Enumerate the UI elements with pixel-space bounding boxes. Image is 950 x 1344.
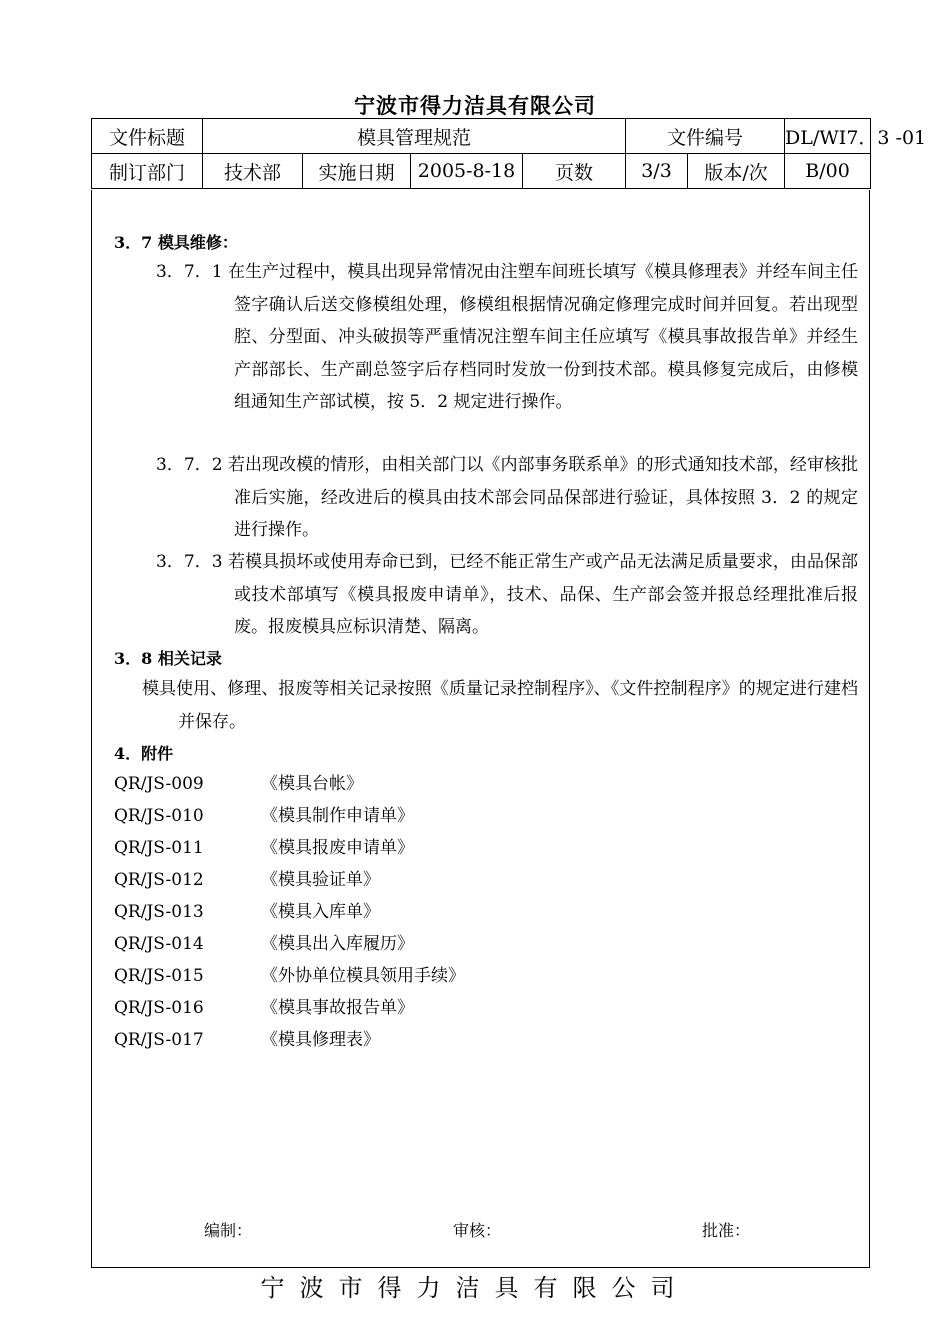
attachment-name: 《模具出入库履历》 bbox=[261, 934, 414, 954]
dept-value: 技术部 bbox=[203, 154, 303, 189]
attachment-name: 《模具修理表》 bbox=[261, 1030, 380, 1050]
date-label: 实施日期 bbox=[303, 154, 411, 189]
clause-3-7-2-number: 3．7．2 bbox=[156, 455, 228, 475]
version-label: 版本/次 bbox=[688, 154, 785, 189]
clause-3-7-2-text: 若出现改模的情形，由相关部门以《内部事务联系单》的形式通知技术部，经审核批准后实施，经改进后的模具由技术部会同品保部进行验证，具体按照 3．2 的规定进行操作。 bbox=[228, 455, 858, 540]
attachment-code: QR/JS-016 bbox=[114, 998, 204, 1018]
section-3-8-text: 模具使用、修理、报废等相关记录按照《质量记录控制程序》、《文件控制程序》的规定进行建档并保存。 bbox=[142, 679, 858, 732]
company-title: 宁波市得力洁具有限公司 bbox=[354, 93, 596, 118]
signature-reviewed: 审核： bbox=[453, 1221, 502, 1240]
attachment-name: 《外协单位模具领用手续》 bbox=[261, 966, 465, 986]
attachment-code: QR/JS-012 bbox=[114, 870, 204, 890]
attachment-name: 《模具入库单》 bbox=[261, 902, 380, 922]
clause-3-7-2 bbox=[156, 449, 858, 547]
clause-3-7-1-text: 在生产过程中，模具出现异常情况由注塑车间班长填写《模具修理表》并经车间主任签字确认后送交修模组处理，修模组根据情况确定修理完成时间并回复。若出现型腔、分型面、冲头破损等严重情况注塑车间主任应填写《模具事故报告单》并经生产部部长、生产副总签字后存档同时发放一份到技术部。模具修复完成后，由修模组通知生产部试模，按 5．2 规定进行操作。 bbox=[228, 262, 858, 412]
header-row-2 bbox=[92, 154, 871, 189]
attachment-name: 《模具制作申请单》 bbox=[261, 806, 414, 826]
section-3-8-heading: 3．8 相关记录 bbox=[114, 649, 222, 668]
doc-no-value: DL/WI7．3 -01 bbox=[785, 119, 871, 154]
attachment-code: QR/JS-014 bbox=[114, 934, 204, 954]
dept-label: 制订部门 bbox=[92, 154, 203, 189]
signature-approved: 批准： bbox=[702, 1221, 751, 1240]
doc-no-label: 文件编号 bbox=[626, 119, 785, 154]
attachment-name: 《模具报废申请单》 bbox=[261, 838, 414, 858]
attachment-name: 《模具验证单》 bbox=[261, 870, 380, 890]
signature-prepared: 编制： bbox=[204, 1221, 253, 1240]
attachment-code: QR/JS-011 bbox=[114, 838, 204, 858]
section-4-heading: 4．附件 bbox=[114, 744, 174, 763]
doc-title-label: 文件标题 bbox=[92, 119, 203, 154]
attachment-code: QR/JS-017 bbox=[114, 1030, 204, 1050]
attachment-code: QR/JS-013 bbox=[114, 902, 204, 922]
document-header-table bbox=[91, 118, 927, 189]
clause-3-7-3-text: 若模具损坏或使用寿命已到，已经不能正常生产或产品无法满足质量要求，由品保部或技术部填写《模具报废申请单》，技术、品保、生产部会签并报总经理批准后报废。报废模具应标识清楚、隔离。 bbox=[228, 552, 858, 637]
attachment-name: 《模具事故报告单》 bbox=[261, 998, 414, 1018]
pages-value: 3/3 bbox=[626, 154, 688, 189]
attachment-code: QR/JS-009 bbox=[114, 774, 204, 794]
attachment-name: 《模具台帐》 bbox=[261, 774, 363, 794]
header-row-1 bbox=[92, 119, 871, 154]
clause-3-7-1-number: 3．7．1 bbox=[156, 262, 228, 282]
clause-3-7-1 bbox=[156, 256, 858, 419]
date-value: 2005-8-18 bbox=[411, 154, 523, 189]
footer-company-name: 宁波市得力洁具有限公司 bbox=[260, 1274, 690, 1302]
version-value: B/00 bbox=[785, 154, 871, 189]
section-3-7-heading: 3．7 模具维修： bbox=[114, 233, 238, 252]
pages-label: 页数 bbox=[523, 154, 626, 189]
attachment-code: QR/JS-015 bbox=[114, 966, 204, 986]
clause-3-7-3 bbox=[156, 546, 858, 644]
doc-title-value: 模具管理规范 bbox=[203, 119, 626, 154]
clause-3-7-3-number: 3．7．3 bbox=[156, 552, 228, 572]
attachment-code: QR/JS-010 bbox=[114, 806, 204, 826]
